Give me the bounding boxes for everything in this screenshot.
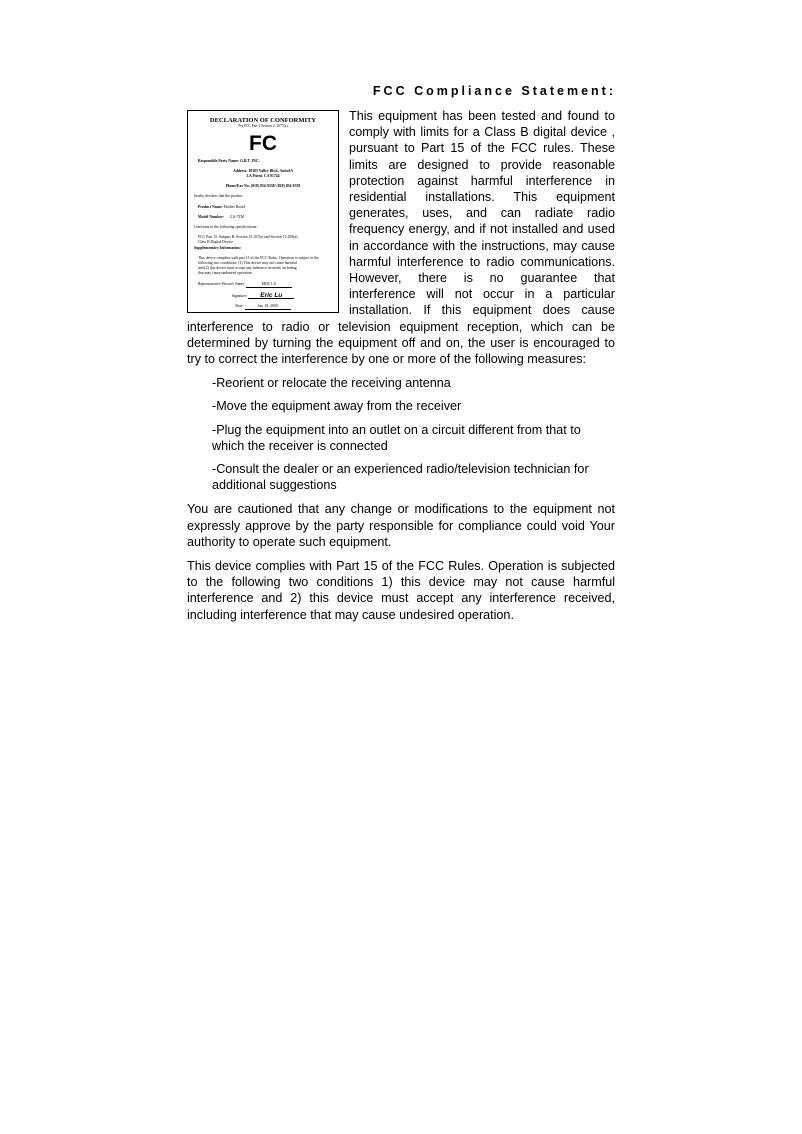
supplementary-heading: Supplementary Information: — [194, 245, 241, 250]
measure-item: -Plug the equipment into an outlet on a circuit different from that to which the receiver is connected — [212, 422, 581, 453]
representative-label: Representative Person's Name: — [198, 281, 246, 286]
measure-item: -Move the equipment away from the receiver — [212, 399, 462, 414]
product-name-value: Mother Board — [223, 204, 246, 209]
page-title: FCC Compliance Statement: — [372, 84, 616, 98]
phone-fax: Phone/Fax No: (818) 854-9338/ (818) 854-9339 — [225, 184, 301, 189]
declaration-title: DECLARATION OF CONFORMITY — [209, 117, 317, 124]
signature-label: Signature: — [231, 293, 248, 298]
intro-paragraph: This equipment has been tested and found to comply with limits for a Class B digital device , pursuant to Part 15 of the FCC rules. These limits are designed to provide reasonable protection against harmful interference in residential installations. This equipment generates, uses, and can radiate radio frequency energy, and if not installed and used in accordance with the instructions, may cause harmful interference to radio communications. However, there is no guarantee that interference will not occur in a particular installation. If this equipment does cause interference to radio or television equipment reception, which can be determined by turning the equipment off and on, the user is encouraged to try to correct the interference by one or more of the following measures: — [187, 109, 615, 367]
date-value: Jan. 18, 2000 — [245, 304, 291, 310]
svg-text:FC: FC — [249, 131, 277, 153]
caution-paragraph: You are cautioned that any change or modifications to the equipment not expressly approve by the party responsible for compliance could void Your authority to operate such equipment. — [187, 502, 615, 549]
product-name-label: Product Name: — [198, 204, 223, 209]
declaration-subtitle: Per FCC Part 2 Section 2. 1077(a) — [238, 124, 288, 128]
measure-item: -Reorient or relocate the receiving antenna — [212, 376, 451, 391]
supplementary-line-2: following two conditions: (1) This device may not cause harmful — [198, 260, 297, 265]
supplementary-line-4: that may cause undesired operation. — [198, 271, 253, 276]
spec-line-2: Class B Digital Device — [198, 240, 233, 245]
model-number-value: GA-7ZM — [229, 214, 245, 219]
supplementary-line-3: and (2) this device must accept any inference received, including — [198, 266, 297, 271]
conforms-text: Conforms to the following specifications: — [194, 224, 258, 229]
model-number-label: Model Number: — [198, 214, 225, 219]
compliance-paragraph: This device complies with Part 15 of the FCC Rules. Operation is subjected to the following two conditions 1) this device may not cause harmful interference and 2) this device must accept any interference received, including interference that may cause undesired operation. — [187, 559, 615, 622]
representative-value: ERIC LU — [246, 282, 292, 288]
declares-text: hereby declares that the product — [194, 194, 243, 199]
spec-line-1: FCC Part 15, Subpart B, Section 15.107(a) and Section 15.109(a), — [198, 235, 299, 240]
document-body — [187, 108, 615, 623]
date-label: Date: — [235, 303, 244, 308]
supplementary-line-1: This device complies with part 15 of the FCC Rules. Operation is subject to the — [198, 255, 319, 260]
responsible-party: Responsible Party Name: G.B.T. INC. — [198, 158, 260, 163]
address-line-1: Address: 18305 Valley Blvd., Suite#A — [232, 168, 294, 173]
declaration-of-conformity-image — [187, 110, 339, 313]
date-row — [194, 304, 332, 310]
fcc-logo-icon — [245, 131, 281, 153]
measure-item: -Consult the dealer or an experienced radio/television technician for additional suggestions — [212, 462, 589, 493]
address-line-2: LA Puent, CA 91744 — [246, 173, 280, 178]
signature-value: Eric Lu — [248, 293, 294, 299]
